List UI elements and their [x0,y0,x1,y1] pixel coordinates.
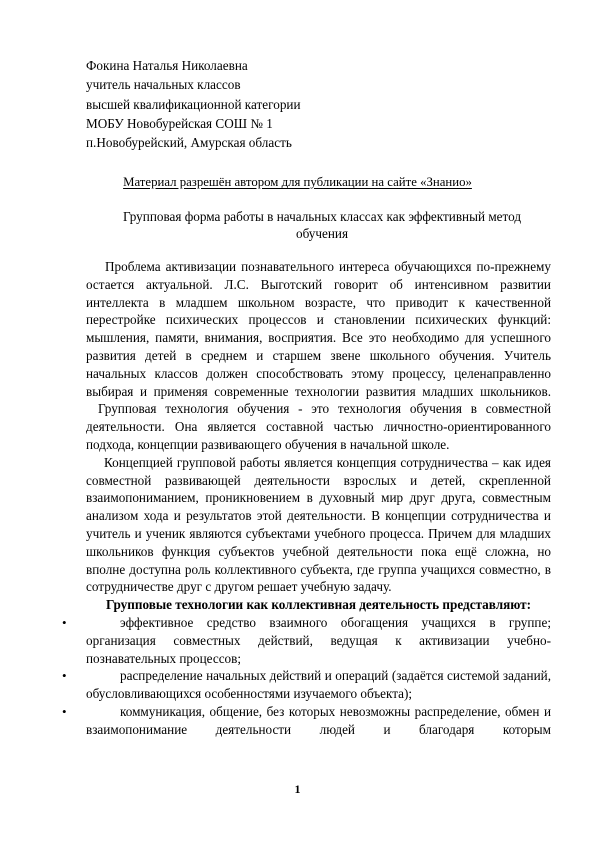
page-number: 1 [294,782,301,796]
paragraph-3: Концепцией групповой работы является концепция сотрудничества – как идея совместной развивающей деятельности взрослых и детей, скрепленной взаимопониманием, проникновением в духовный мир друг друга, совместным анализом хода и результатов этой деятельности. В концепции сотрудничества и учитель и ученик являются субъектами учебного процесса. Причем для младших школьников функция субъектов учебной деятельности пока ещё сложна, но вполне доступна роль коллективного субъекта, где группа учащихся совместно, в сотрудничестве друг с другом решает учебную задачу. [86,454,551,595]
list-item-text: эффективное средство взаимного обогащения учащихся в группе; организация совместных действий, ведущая к активизации учебно-познавательных процессов; [86,614,551,666]
list-item [62,614,551,667]
author-category: высшей квалификационной категории [86,96,301,112]
author-school: МОБУ Новобурейская СОШ № 1 [86,115,273,131]
bullet-icon: • [62,668,67,684]
paragraph-1: Проблема активизации познавательного интереса обучающихся по-прежнему остается актуальной. Л.С. Выготский говорит об интенсивном развитии интеллекта в младшем школьном возрасте, что приводит к качественной перестройке психических процессов и становлении психических функций: мышления, памяти, внимания, восприятия. Все это необходимо для успешного развития детей в среднем и старшем звене школьного обучения. Учитель начальных классов должен способствовать этому процессу, целенаправленно выбирая и применяя современные технологии развития младших школьников. [86,259,551,399]
section-subheading: Групповые технологии как коллективная деятельность представляют: [105,597,532,613]
list-item-text: распределение начальных действий и операций (задаётся системой заданий, обусловливающихся особенностями изучаемого объекта); [86,668,551,702]
list-item [62,667,551,703]
author-name: Фокина Наталья Николаевна [86,58,248,73]
bullet-icon: • [62,703,67,719]
document-title: Групповая форма работы в начальных классах как эффективный метод обучения [122,209,522,241]
author-block [86,56,301,152]
permission-note [0,174,595,190]
bullet-list [62,614,551,739]
list-item [62,703,551,739]
list-item-text: коммуникация, общение, без которых невозможны распределение, обмен и взаимопонимание деятельности людей и благодаря которым [86,703,551,737]
paragraph-2: Групповая технология обучения - это технология обучения в совместной деятельности. Она является составной частью личностно-ориентированного подхода, концепции развивающего обучения в начальной школе. [86,401,551,452]
author-position: учитель начальных классов [86,77,241,93]
author-location: п.Новобурейский, Амурская область [86,135,292,151]
bullet-icon: • [62,614,67,630]
permission-note-text: Материал разрешён автором для публикации на сайте «Знанио» [123,175,472,189]
document-body [62,258,551,739]
